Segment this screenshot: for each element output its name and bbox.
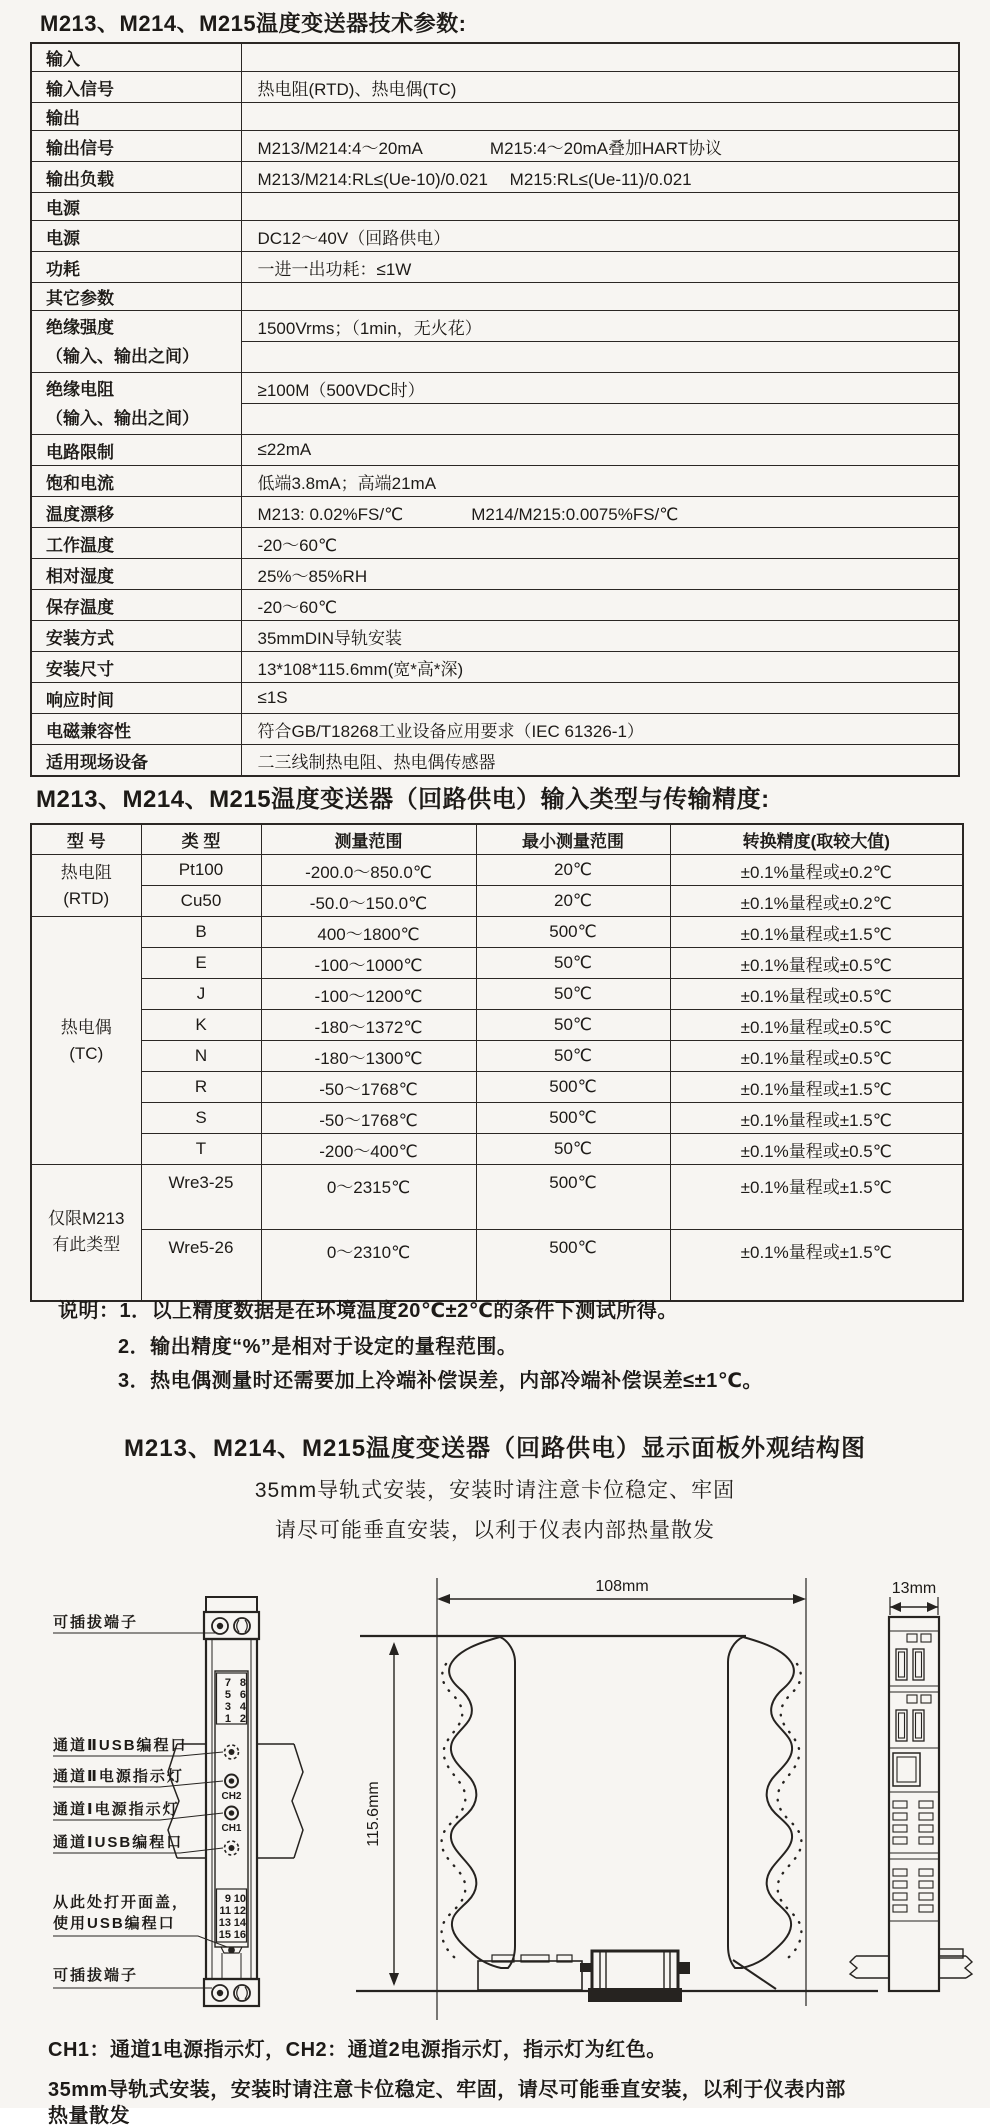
spec-row [31,72,959,103]
screw-slot [237,1620,248,1632]
svg-text:4: 4 [239,1701,246,1713]
svg-text:5: 5 [224,1689,231,1701]
spec-row [31,621,959,652]
spec-value: -20～60℃ [241,528,959,559]
callout-ch2-power-led: 通道Ⅱ电源指示灯 [53,1768,184,1785]
min-range-cell: 50℃ [476,1041,670,1072]
spec-value [241,404,959,435]
type-cell: Pt100 [141,855,261,886]
spec-label: 输出 [31,103,241,131]
type-cell: T [141,1134,261,1165]
led-ch2-icon [229,1778,235,1784]
range-cell: 0～2310℃ [261,1230,476,1302]
type-cell: B [141,917,261,948]
range-cell: 0～2315℃ [261,1165,476,1230]
spec-row [31,559,959,590]
spec-value [241,103,959,131]
accuracy-cell: ±0.1%量程或±0.2℃ [670,855,963,886]
accuracy-row [31,886,963,917]
type-cell: K [141,1010,261,1041]
svg-text:10: 10 [233,1893,246,1905]
spec-value: 13*108*115.6mm(宽*高*深) [241,652,959,683]
svg-text:14: 14 [233,1917,246,1929]
spec-value: 二三线制热电阻、热电偶传感器 [241,745,959,777]
spec-value: M213: 0.02%FS/℃ M214/M215:0.0075%FS/℃ [241,497,959,528]
spec-label: 响应时间 [31,683,241,714]
svg-text:3: 3 [224,1701,231,1713]
spec-label [31,311,241,373]
accuracy-cell: ±0.1%量程或±0.5℃ [670,948,963,979]
spec-section-row [31,103,959,131]
spec-value: ≤1S [241,683,959,714]
ch1-label: CH1 [221,1823,242,1834]
accuracy-cell: ±0.1%量程或±1.5℃ [670,1072,963,1103]
accuracy-table-body [31,855,963,1302]
accuracy-row [31,1072,963,1103]
spec-value [241,342,959,373]
spec-label: 饱和电流 [31,466,241,497]
model-cell [31,1165,141,1302]
usb-port-ch2-icon [229,1749,235,1755]
usb-port-ch1-icon [229,1845,235,1851]
col-header-range: 测量范围 [261,824,476,855]
arrowhead [389,1973,399,1986]
svg-text:11: 11 [219,1905,231,1917]
accuracy-table [30,823,964,1302]
svg-text:1: 1 [224,1713,231,1725]
accuracy-cell: ±0.1%量程或±1.5℃ [670,917,963,948]
led-ch1-icon [229,1810,235,1816]
svg-text:8: 8 [239,1677,246,1689]
spec-row [31,683,959,714]
spec-value: 1500Vrms；（1min，无火花） [241,311,959,342]
min-range-cell: 50℃ [476,948,670,979]
spec-label: 适用现场设备 [31,745,241,777]
type-cell: R [141,1072,261,1103]
arrowhead [793,1594,806,1604]
range-cell: -200～400℃ [261,1134,476,1165]
spec-table [30,42,960,777]
type-cell: J [141,979,261,1010]
spec-label: 电源 [31,221,241,252]
spec-row [31,497,959,528]
spec-label-line: 绝缘强度 [46,317,114,337]
page-title: M213、M214、M215温度变送器技术参数: [40,11,467,36]
spec-label-line: （输入、输出之间） [46,346,199,366]
side-view [356,1578,878,2020]
col-header-type: 类 型 [141,824,261,855]
accuracy-row [31,855,963,886]
left-fin-profile [449,1637,515,1968]
range-cell: -100～1000℃ [261,948,476,979]
spec-value: ≤22mA [241,435,959,466]
col-header-model: 型 号 [31,824,141,855]
min-range-cell: 50℃ [476,979,670,1010]
diagram-subtitle-1: 35mm导轨式安装，安装时请注意卡位稳定、牢固 [254,1479,736,1502]
spec-label-line: （输入、输出之间） [46,408,199,428]
callout-open-cover-1: 从此处打开面盖， [53,1894,190,1911]
spec-row [31,745,959,777]
min-range-cell: 500℃ [476,1165,670,1230]
range-cell: -180～1372℃ [261,1010,476,1041]
callout-pluggable-terminal-bottom: 可插拔端子 [53,1967,139,1984]
min-range-cell: 20℃ [476,886,670,917]
spec-label: 功耗 [31,252,241,283]
spec-value: 热电阻(RTD)、热电偶(TC) [241,72,959,103]
svg-text:7: 7 [224,1677,231,1689]
width-dim-label: 108mm [595,1578,649,1595]
spec-row [31,466,959,497]
accuracy-row [31,1041,963,1072]
spec-label [31,373,241,435]
svg-text:9: 9 [224,1893,231,1905]
spec-label: 温度漂移 [31,497,241,528]
note-line-3: 3．热电偶测量时还需要加上冷端补偿误差，内部冷端补偿误差≤±1℃。 [118,1370,763,1392]
accuracy-row [31,1230,963,1302]
model-line: 有此类型 [52,1235,121,1254]
svg-text:6: 6 [239,1689,246,1701]
screw-icon [217,1990,223,1996]
usb-programmer-plug [580,1951,690,2002]
height-dim-label: 115.6mm [365,1781,382,1847]
module-body [206,1639,257,1979]
note-item-1: 1．以上精度数据是在环境温度20℃±2℃的条件下测试所得。 [119,1300,678,1322]
accuracy-row [31,948,963,979]
svg-text:13: 13 [218,1917,231,1929]
callout-ch1-usb-port: 通道ⅠUSB编程口 [53,1834,184,1851]
spec-value: ≥100M（500VDC时） [241,373,959,404]
spec-row [31,528,959,559]
model-cell [31,855,141,917]
accuracy-cell: ±0.1%量程或±1.5℃ [670,1165,963,1230]
accuracy-header-row [31,824,963,855]
model-line: 热电偶 [60,1017,112,1037]
min-range-cell: 500℃ [476,1072,670,1103]
spec-value: DC12～40V（回路供电） [241,221,959,252]
spec-row [31,131,959,162]
spec-value: M213/M214:4～20mA M215:4～20mA叠加HART协议 [241,131,959,162]
arrowhead [927,1602,938,1612]
spec-value: -20～60℃ [241,590,959,621]
spec-row [31,590,959,621]
spec-row [31,221,959,252]
callout-pluggable-terminal-top: 可插拔端子 [53,1614,139,1631]
callout-ch2-usb-port: 通道ⅡUSB编程口 [53,1737,188,1754]
range-cell: -50.0～150.0℃ [261,886,476,917]
screw-icon [217,1623,223,1629]
right-fin-profile [728,1637,794,1968]
model-line: 热电阻 [60,862,112,882]
min-range-cell: 500℃ [476,1103,670,1134]
model-cell [31,917,141,1165]
accuracy-row [31,1103,963,1134]
spec-label: 电源 [31,193,241,221]
range-cell: -100～1200℃ [261,979,476,1010]
accuracy-row [31,1134,963,1165]
spec-label: 输入 [31,43,241,72]
spec-label: 输出信号 [31,131,241,162]
spec-label-line: 绝缘电阻 [46,379,114,399]
spec-label: 安装尺寸 [31,652,241,683]
spec-value: 35mmDIN导轨安装 [241,621,959,652]
col-header-minrange: 最小测量范围 [476,824,670,855]
spec-value: 一进一出功耗：≤1W [241,252,959,283]
spec-value: M213/M214:RL≤(Ue-10)/0.021 M215:RL≤(Ue-11)/0.021 [241,162,959,193]
spec-table-body [31,43,959,776]
diagram-title: M213、M214、M215温度变送器（回路供电）显示面板外观结构图 [123,1435,867,1462]
svg-text:16: 16 [233,1929,246,1941]
spec-section-row [31,193,959,221]
accuracy-cell: ±0.1%量程或±1.5℃ [670,1230,963,1302]
accuracy-cell: ±0.1%量程或±0.5℃ [670,1134,963,1165]
footer-line-3: 热量散发 [48,2105,130,2127]
spec-label: 其它参数 [31,283,241,311]
range-cell: 400～1800℃ [261,917,476,948]
spec-row [31,162,959,193]
accuracy-title: M213、M214、M215温度变送器（回路供电）输入类型与传输精度: [36,786,770,813]
spec-section-row [31,283,959,311]
spec-label: 输入信号 [31,72,241,103]
accuracy-cell: ±0.1%量程或±0.5℃ [670,979,963,1010]
callout-open-cover-2: 使用USB编程口 [53,1915,176,1932]
callout-ch1-power-led: 通道Ⅰ电源指示灯 [53,1801,180,1818]
range-cell: -50～1768℃ [261,1103,476,1134]
type-cell: N [141,1041,261,1072]
type-cell: Cu50 [141,886,261,917]
accuracy-row [31,917,963,948]
end-view [850,1597,972,1991]
spec-label: 相对湿度 [31,559,241,590]
accuracy-cell: ±0.1%量程或±0.2℃ [670,886,963,917]
footer-line-2: 35mm导轨式安装，安装时请注意卡位稳定、牢固，请尽可能垂直安装，以利于仪表内部 [48,2079,846,2101]
svg-text:15: 15 [218,1929,231,1941]
spec-section-row [31,43,959,72]
screw-slot [237,1987,248,1999]
type-cell: Wre3-25 [141,1165,261,1230]
terminal-numbers-bottom [219,1893,247,1941]
arrowhead [389,1642,399,1655]
spec-row [31,311,959,342]
spec-row [31,373,959,404]
model-line: (RTD) [63,888,110,908]
spec-label: 电路限制 [31,435,241,466]
range-cell: -200.0～850.0℃ [261,855,476,886]
spec-value: 25%～85%RH [241,559,959,590]
arrowhead [890,1602,901,1612]
accuracy-cell: ±0.1%量程或±1.5℃ [670,1103,963,1134]
arrowhead [437,1594,450,1604]
range-cell: -180～1300℃ [261,1041,476,1072]
min-range-cell: 50℃ [476,1010,670,1041]
range-cell: -50～1768℃ [261,1072,476,1103]
min-range-cell: 50℃ [476,1134,670,1165]
spec-label: 工作温度 [31,528,241,559]
accuracy-row [31,1010,963,1041]
end-view-details [889,1631,939,1921]
spec-row [31,714,959,745]
min-range-cell: 20℃ [476,855,670,886]
spec-label: 输出负载 [31,162,241,193]
spec-value: 符合GB/T18268工业设备应用要求（IEC 61326-1） [241,714,959,745]
accuracy-row [31,1165,963,1230]
module-top-cap [206,1597,257,1612]
spec-value [241,283,959,311]
spec-row [31,652,959,683]
spec-value: 低端3.8mA；高端21mA [241,466,959,497]
spec-row [31,252,959,283]
type-cell: E [141,948,261,979]
model-line: 仅限M213 [47,1209,125,1228]
svg-text:2: 2 [239,1713,246,1725]
din-rail-end [850,1949,972,1978]
footer-line-1: CH1：通道1电源指示灯，CH2：通道2电源指示灯，指示灯为红色。 [48,2039,667,2061]
spec-label: 电磁兼容性 [31,714,241,745]
spec-value [241,43,959,72]
cover-notch-dot [228,1947,235,1954]
note-line-1 [58,1294,678,1323]
type-cell: S [141,1103,261,1134]
min-range-cell: 500℃ [476,917,670,948]
note-prefix: 说明： [58,1300,120,1322]
accuracy-cell: ±0.1%量程或±0.5℃ [670,1010,963,1041]
depth-dim-label: 13mm [891,1580,937,1597]
structure-diagram [0,1555,990,2108]
spec-label: 安装方式 [31,621,241,652]
diagram-subtitle-2: 请尽可能垂直安装，以利于仪表内部热量散发 [275,1519,715,1542]
ch2-label: CH2 [221,1791,242,1802]
min-range-cell: 500℃ [476,1230,670,1302]
accuracy-cell: ±0.1%量程或±0.5℃ [670,1041,963,1072]
spec-row [31,435,959,466]
type-cell: Wre5-26 [141,1230,261,1302]
terminal-numbers-top [225,1677,247,1725]
svg-text:12: 12 [233,1905,246,1917]
model-line: (TC) [69,1043,104,1063]
col-header-accuracy: 转换精度(取较大值) [670,824,963,855]
note-line-2: 2．输出精度“%”是相对于设定的量程范围。 [118,1336,518,1358]
accuracy-row [31,979,963,1010]
spec-value [241,193,959,221]
spec-label: 保存温度 [31,590,241,621]
